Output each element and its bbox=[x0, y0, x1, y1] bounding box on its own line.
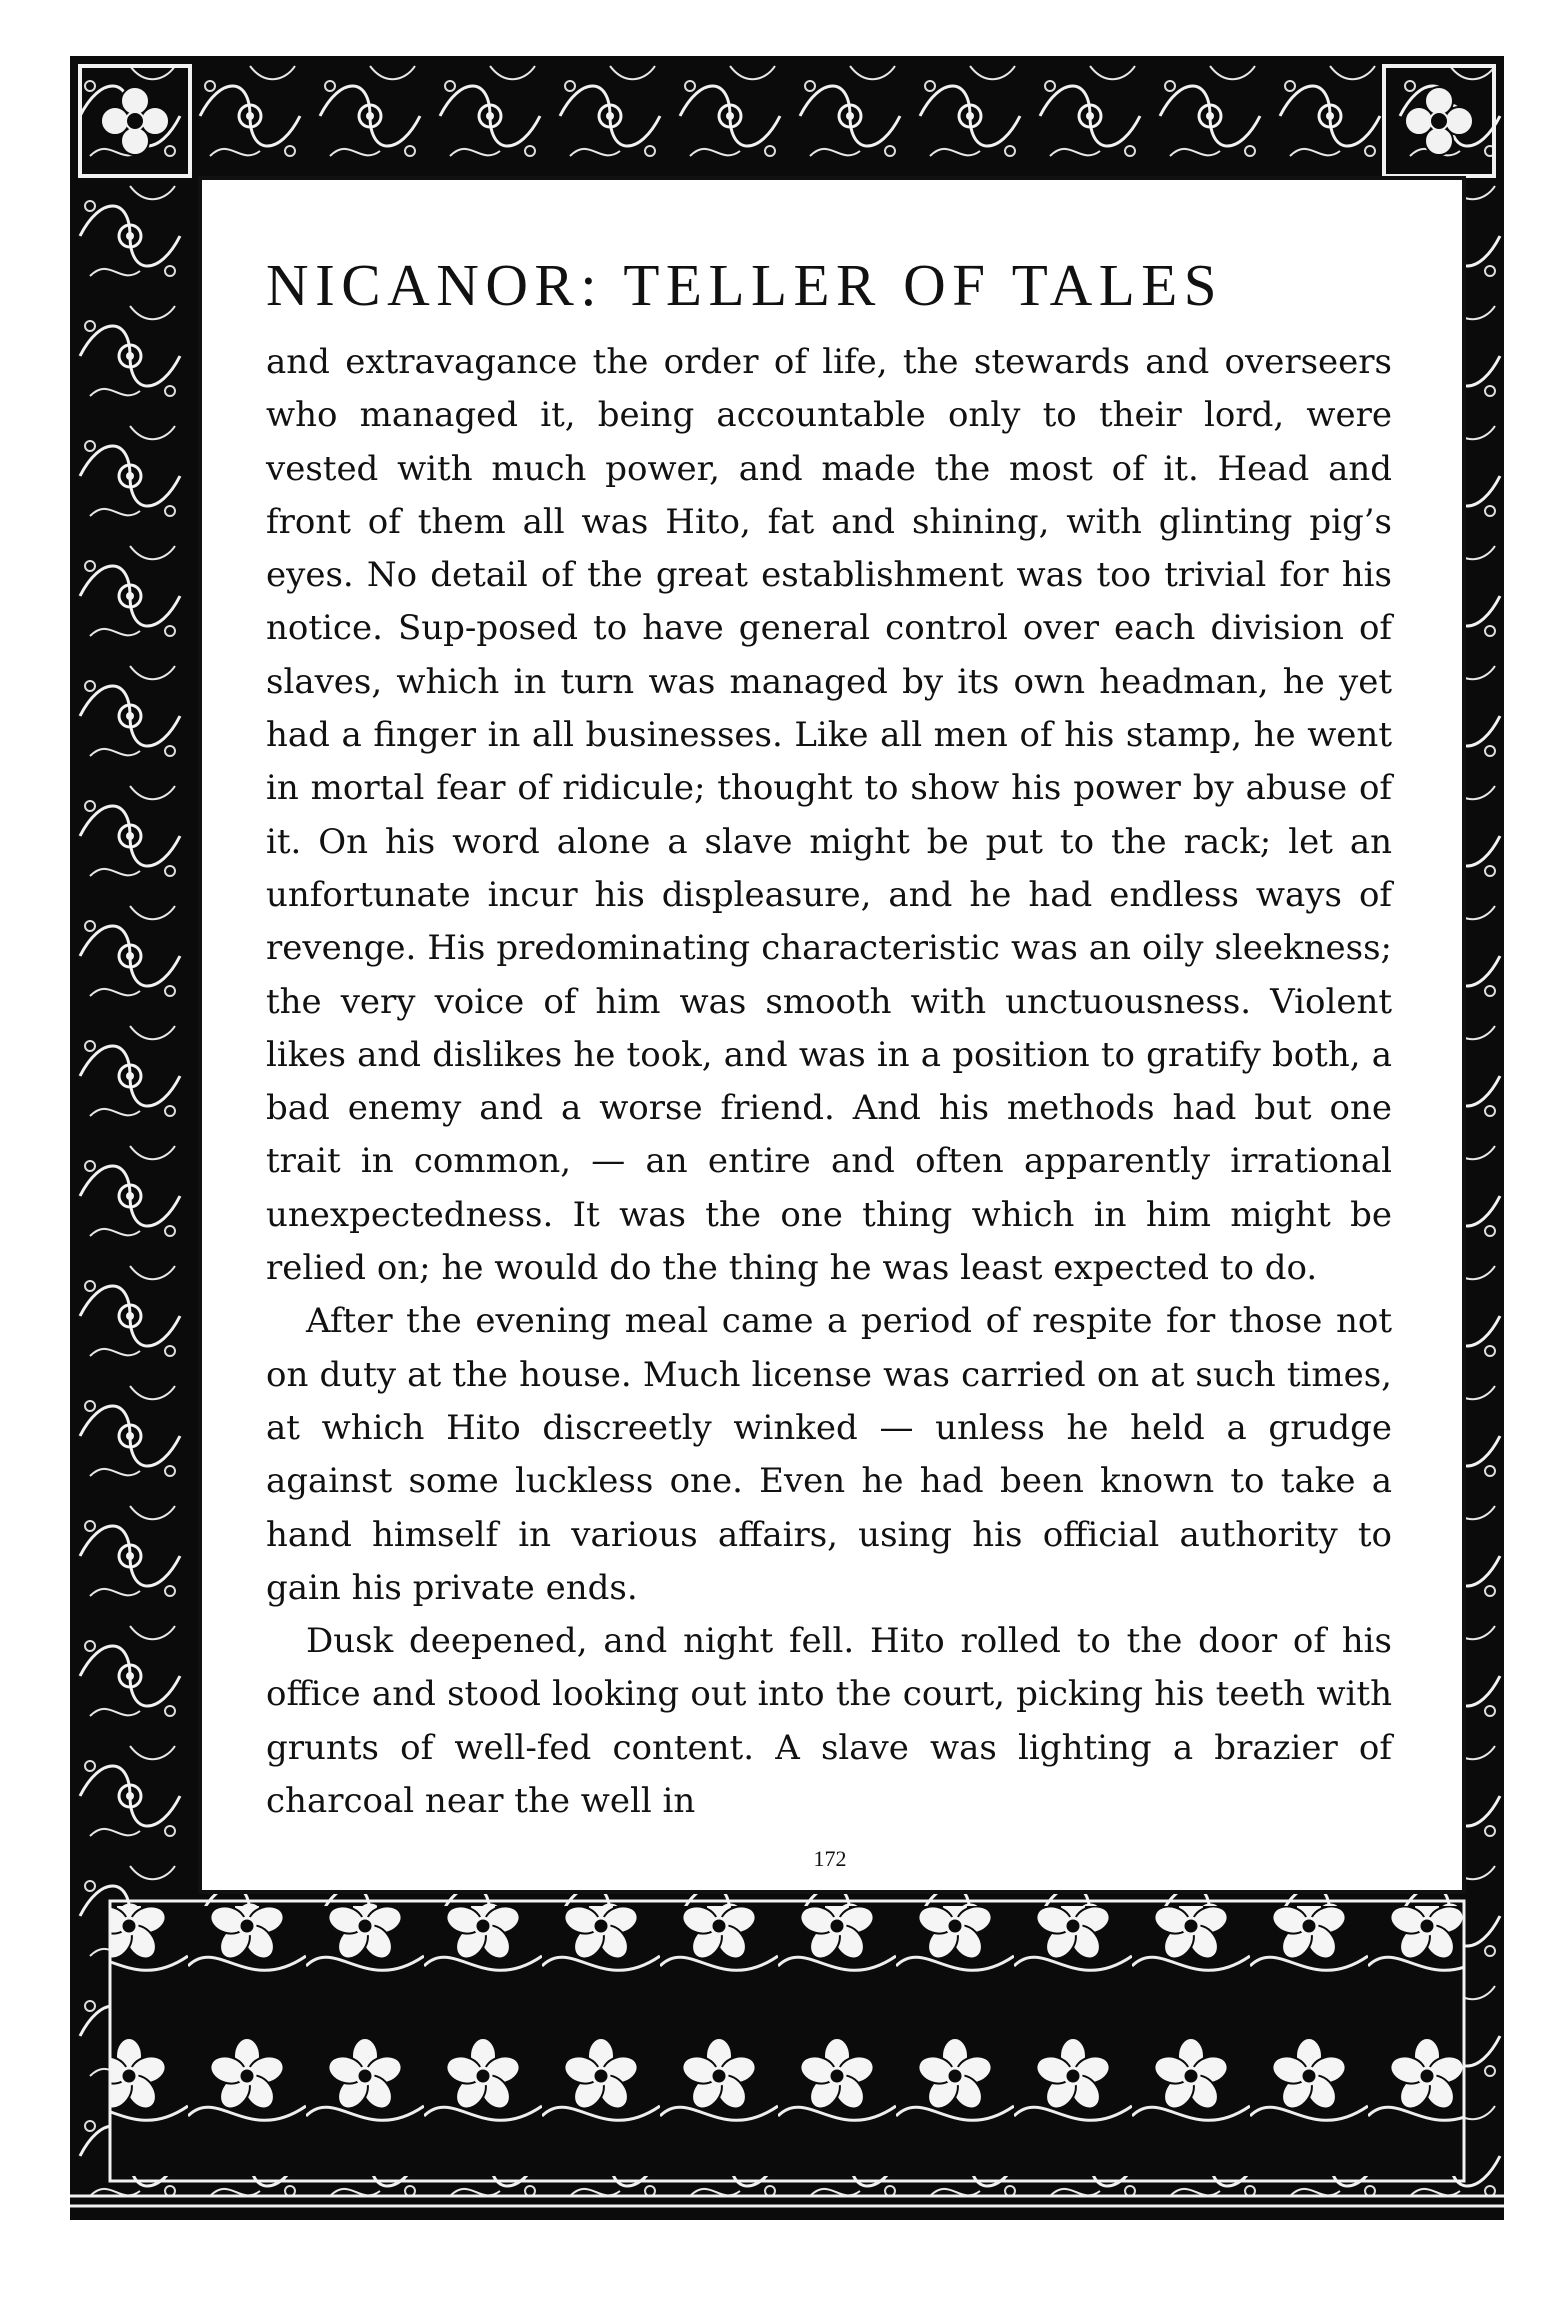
page-number: 172 bbox=[813, 1846, 847, 1871]
paragraph: Dusk deepened, and night fell. Hito rolled to the door of his office and stood looking out into the court, picking his teeth with grunts of well-fed content. A slave was lighting a brazier of charcoal near the well in bbox=[266, 1621, 1392, 1822]
paragraph: After the evening meal came a period of respite for those not on duty at the house. Much license was carried on at such times, at which Hito discreetly winked — unless he held a grudge against some luckless one. Even he had been known to take a hand himself in various affairs, using his official authority to gain his private ends. bbox=[266, 1301, 1392, 1608]
paragraph: and extravagance the order of life, the stewards and overseers who managed it, being accountable only to their lord, were vested with much power, and made the most of it. Head and front of them all was Hito, fat and shining, with glinting pig’s eyes. No detail of the great establishment was too trivial for his notice. Sup-posed to have general control over each division of slaves, which in turn was managed by its own headman, he yet had a finger in all businesses. Like all men of his stamp, he went in mortal fear of ridicule; thought to show his power by abuse of it. On his word alone a slave might be put to the rack; let an unfortunate incur his displeasure, and he had endless ways of revenge. His predominating characteristic was an oily sleekness; the very voice of him was smooth with unctuousness. Violent likes and dislikes he took, and was in a position to gratify both, a bad enemy and a worse friend. And his methods had but one trait in common, — an entire and often apparently irrational unexpectedness. It was the one thing which in him might be relied on; he would do the thing he was least expected to do. bbox=[266, 342, 1392, 1289]
running-title: NICANOR: TELLER OF TALES bbox=[266, 252, 1224, 318]
text-panel bbox=[212, 186, 1448, 1878]
ornamental-border bbox=[70, 56, 1504, 2220]
body-text bbox=[266, 336, 1392, 1828]
